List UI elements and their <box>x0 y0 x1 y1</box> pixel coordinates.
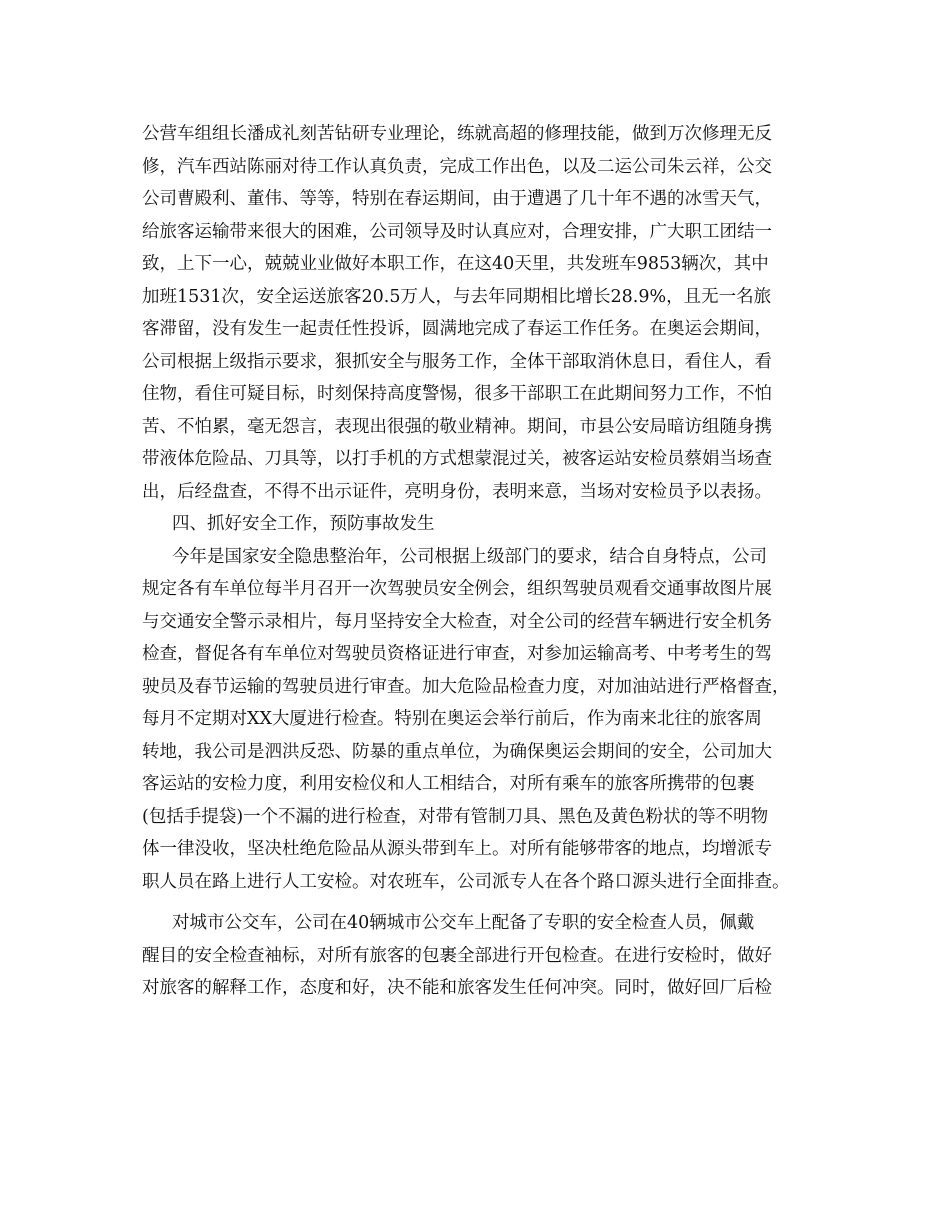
text-line: 体一律没收，坚决杜绝危险品从源头带到车上。对所有能够带客的地点，均增派专 <box>142 839 772 859</box>
text-line: 客滞留，没有发生一起责任性投诉，圆满地完成了春运工作任务。在奥运会期间， <box>142 319 772 339</box>
text-line: 客运站的安检力度，利用安检仪和人工相结合，对所有乘车的旅客所携带的包裹 <box>142 774 755 794</box>
text-line: 醒目的安全检查袖标，对所有旅客的包裹全部进行开包检查。在进行安检时，做好 <box>142 945 772 966</box>
section-heading: 四、抓好安全工作，预防事故发生 <box>172 514 435 534</box>
text-line: 致，上下一心，兢兢业业做好本职工作，在这40天里，共发班车9853辆次，其中 <box>142 254 769 274</box>
paragraph-start-line: 对城市公交车，公司在40辆城市公交车上配备了专职的安全检查人员，佩戴 <box>172 913 755 933</box>
text-line: 公营车组组长潘成礼刻苦钻研专业理论，练就高超的修理技能，做到万次修理无反 <box>142 124 772 144</box>
text-line: 职人员在路上进行人工安检。对农班车，公司派专人在各个路口源头进行全面排查。 <box>142 871 790 892</box>
text-line: 检查，督促各有车单位对驾驶员资格证进行审查，对参加运输高考、中考考生的驾 <box>142 644 772 664</box>
text-line: 与交通安全警示录相片，每月坚持安全大检查，对全公司的经营车辆进行安全机务 <box>142 611 772 632</box>
text-line: 出，后经盘查，不得不出示证件，亮明身份，表明来意，当场对安检员予以表扬。 <box>142 481 772 502</box>
paragraph-start-line: 今年是国家安全隐患整治年，公司根据上级部门的要求，结合自身特点，公司 <box>172 546 767 567</box>
text-line: 驶员及春节运输的驾驶员进行审查。加大危险品检查力度，对加油站进行严格督查， <box>142 676 790 697</box>
document-body <box>142 118 832 1005</box>
text-line: 公司曹殿利、董伟、等等，特别在春运期间，由于遭遇了几十年不遇的冰雪天气， <box>142 189 772 209</box>
text-line: 带液体危险品、刀具等，以打手机的方式想蒙混过关，被客运站安检员蔡娟当场查 <box>142 449 772 469</box>
text-line: 苦、不怕累，毫无怨言，表现出很强的敬业精神。期间，市县公安局暗访组随身携 <box>142 416 772 437</box>
text-line: 每月不定期对XX大厦进行检查。特别在奥运会举行前后，作为南来北往的旅客周 <box>142 709 762 729</box>
text-line: 规定各有车单位每半月召开一次驾驶员安全例会，组织驾驶员观看交通事故图片展 <box>142 579 772 599</box>
text-line: 给旅客运输带来很大的困难，公司领导及时认真应对，合理安排，广大职工团结一 <box>142 221 772 242</box>
text-line: 对旅客的解释工作，态度和好，决不能和旅客发生任何冲突。同时，做好回厂后检 <box>142 978 772 998</box>
text-line: 转地，我公司是泗洪反恐、防暴的重点单位，为确保奥运会期间的安全，公司加大 <box>142 741 772 762</box>
text-line: 加班1531次，安全运送旅客20.5万人，与去年同期相比增长28.9%，且无一名旅 <box>142 286 772 307</box>
text-line: 公司根据上级指示要求，狠抓安全与服务工作，全体干部取消休息日，看住人，看 <box>142 351 772 372</box>
text-line: (包括手提袋)一个不漏的进行检查，对带有管制刀具、黑色及黄色粉状的等不明物 <box>142 806 769 827</box>
text-line: 修，汽车西站陈丽对待工作认真负责，完成工作出色，以及二运公司朱云祥，公交 <box>142 156 772 177</box>
text-line: 住物，看住可疑目标，时刻保持高度警惕，很多干部职工在此期间努力工作，不怕 <box>142 384 772 404</box>
